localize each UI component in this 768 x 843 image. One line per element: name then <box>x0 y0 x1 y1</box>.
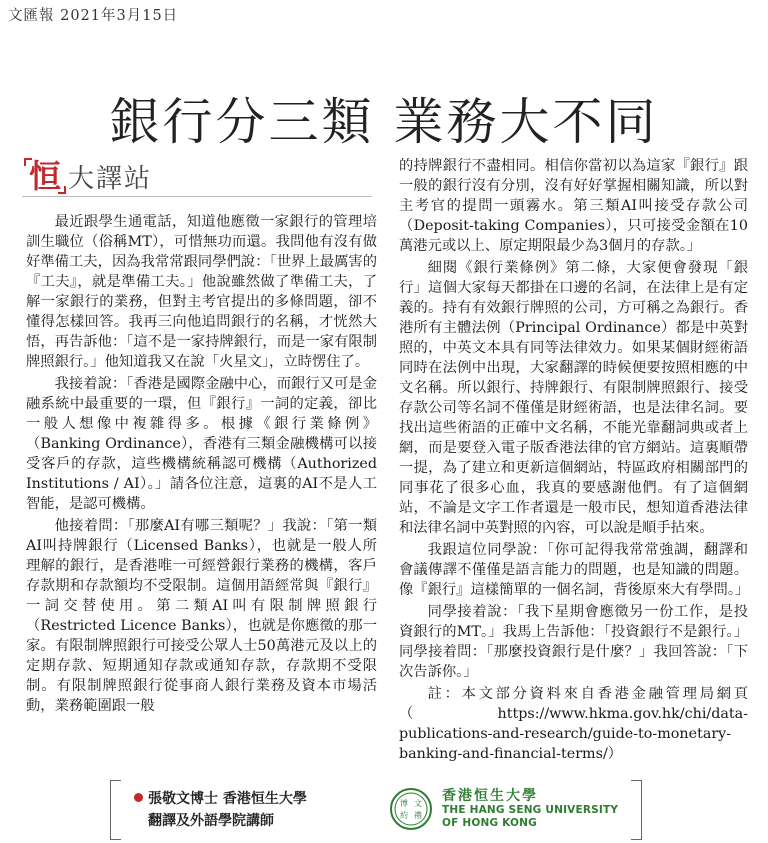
author-byline <box>110 780 382 838</box>
bracket-left <box>110 780 121 840</box>
university-name-zh: 香港恒生大學 <box>442 788 538 804</box>
masthead: 文匯報 2021年3月15日 <box>8 8 179 24</box>
brand-corner-mark <box>58 186 66 194</box>
brand-char: 恒 <box>28 157 61 195</box>
byline-text <box>134 788 307 832</box>
logo-char: 約 <box>400 811 408 820</box>
logo-char: 文 <box>414 799 422 808</box>
university-name-en-1: THE HANG SENG UNIVERSITY <box>442 804 619 816</box>
university-logo-icon <box>390 788 432 830</box>
university-name <box>442 788 618 830</box>
university-block <box>372 780 642 838</box>
university-name-en-2: OF HONG KONG <box>442 817 537 829</box>
article-paragraph: 的持牌銀行不盡相同。相信你當初以為這家『銀行』跟一般的銀行沒有分別，沒有好好掌握相關知識，所以對主考官的提問一頭霧水。第三類AI叫接受存款公司（Deposit-taking Companies），只可接受金額在10萬港元或以上、原定期限最少為3個月的存款。」 <box>399 158 748 254</box>
article-column-left <box>26 212 377 718</box>
article-column-right <box>399 156 748 766</box>
logo-char: 博 <box>400 799 408 808</box>
author-title: 翻譯及外語學院講師 <box>148 813 274 829</box>
column-name: 大譯站 <box>68 163 153 194</box>
article-paragraph: 最近跟學生通電話，知道他應徵一家銀行的管理培訓生職位（俗稱MT），可惜無功而還。我問他有沒有做好準備工夫，因為我常常跟同學們說：「世界上最厲害的『工夫』，就是準備工夫。」他說雖然做了準備工夫，了解一家銀行的業務，但對主考官提出的多條問題，卻不懂得怎樣回答。我再三向他追問銀行的名稱，才恍然大悟，再告訴他：「這不是一家持牌銀行，而是一家有限制牌照銀行。」他知道我又在說「火星文」，立時愣住了。 <box>26 214 377 370</box>
article-paragraph: 同學接着說：「我下星期會應徵另一份工作，是投資銀行的MT。」我馬上告訴他：「投資銀行不是銀行。」同學接着問：「那麼投資銀行是什麼？」我回答說：「下次告訴你。」 <box>399 604 748 680</box>
article-paragraph: 我跟這位同學說：「你可記得我常常強調，翻譯和會議傳譯不僅僅是語言能力的問題，也是知識的問題。像『銀行』這樣簡單的一個名詞，背後原來大有學問。」 <box>399 542 750 598</box>
article-paragraph: 他接着問：「那麼AI有哪三類呢？」我說：「第一類AI叫持牌銀行（Licensed Banks），也就是一般人所理解的銀行，是香港唯一可經營銀行業務的機構，客戶存款期和存款額均不受限制。這個用語經常與『銀行』一詞交替使用。第二類AI叫有限制牌照銀行（Restricted Licence Banks），也就是你應徵的那一家。有限制牌照銀行可接受公眾人士50萬港元及以上的定期存款、短期通知存款或通知存款，存款期不受限制。有限制牌照銀行從事商人銀行業務及資本市場活動，業務範圍跟一般 <box>26 518 377 714</box>
brand-logo <box>26 158 64 194</box>
bracket-right <box>631 780 642 840</box>
bullet-dot-icon <box>134 793 143 802</box>
headline: 銀行分三類 業務大不同 <box>109 93 659 151</box>
author-name-affiliation: 張敬文博士 香港恒生大學 <box>148 791 307 807</box>
footnote: 註：本文部分資料來自香港金融管理局網頁（https://www.hkma.gov.hk/chi/data-publications-and-research/guide-to-monetary-banking-and-financial-terms/） <box>399 686 748 762</box>
logo-char: 禮 <box>414 811 422 820</box>
divider <box>22 196 372 197</box>
article-paragraph: 我接着說：「香港是國際金融中心，而銀行又可是金融系統中最重要的一環，但『銀行』一詞的定義，卻比一般人想像中複雜得多。根據《銀行業條例》（Banking Ordinance），香港有三類金融機構可以接受客戶的存款，這些機構統稱認可機構（Authorized Institutions / AI）。」請各位注意，這裏的AI不是人工智能，是認可機構。 <box>26 376 377 512</box>
column-brand <box>26 158 152 194</box>
article-paragraph: 細閱《銀行業條例》第二條，大家便會發現「銀行」這個大家每天都掛在口邊的名詞，在法律上是有定義的。持有有效銀行牌照的公司，方可稱之為銀行。香港所有主體法例（Principal Ordinance）都是中英對照的，中英文本具有同等法律效力。如果某個財經術語同時在法例中出現，大家翻譯的時候便要按照相應的中文名稱。所以銀行、持牌銀行、有限制牌照銀行、接受存款公司等名詞不僅僅是財經術語，也是法律名詞。要找出這些術語的正確中文名稱，不能光靠翻詞典或者上網，而是要登入電子版香港法律的官方網站。這裏順帶一提，為了建立和更新這個網站，特區政府相關部門的同事花了很多心血，我真的要感謝他們。有了這個網站，不論是文字工作者還是一般市民，想知道香港法律和法律名詞中英對照的內容，可以說是順手拈來。 <box>399 260 748 536</box>
brand-corner-mark <box>24 158 32 166</box>
